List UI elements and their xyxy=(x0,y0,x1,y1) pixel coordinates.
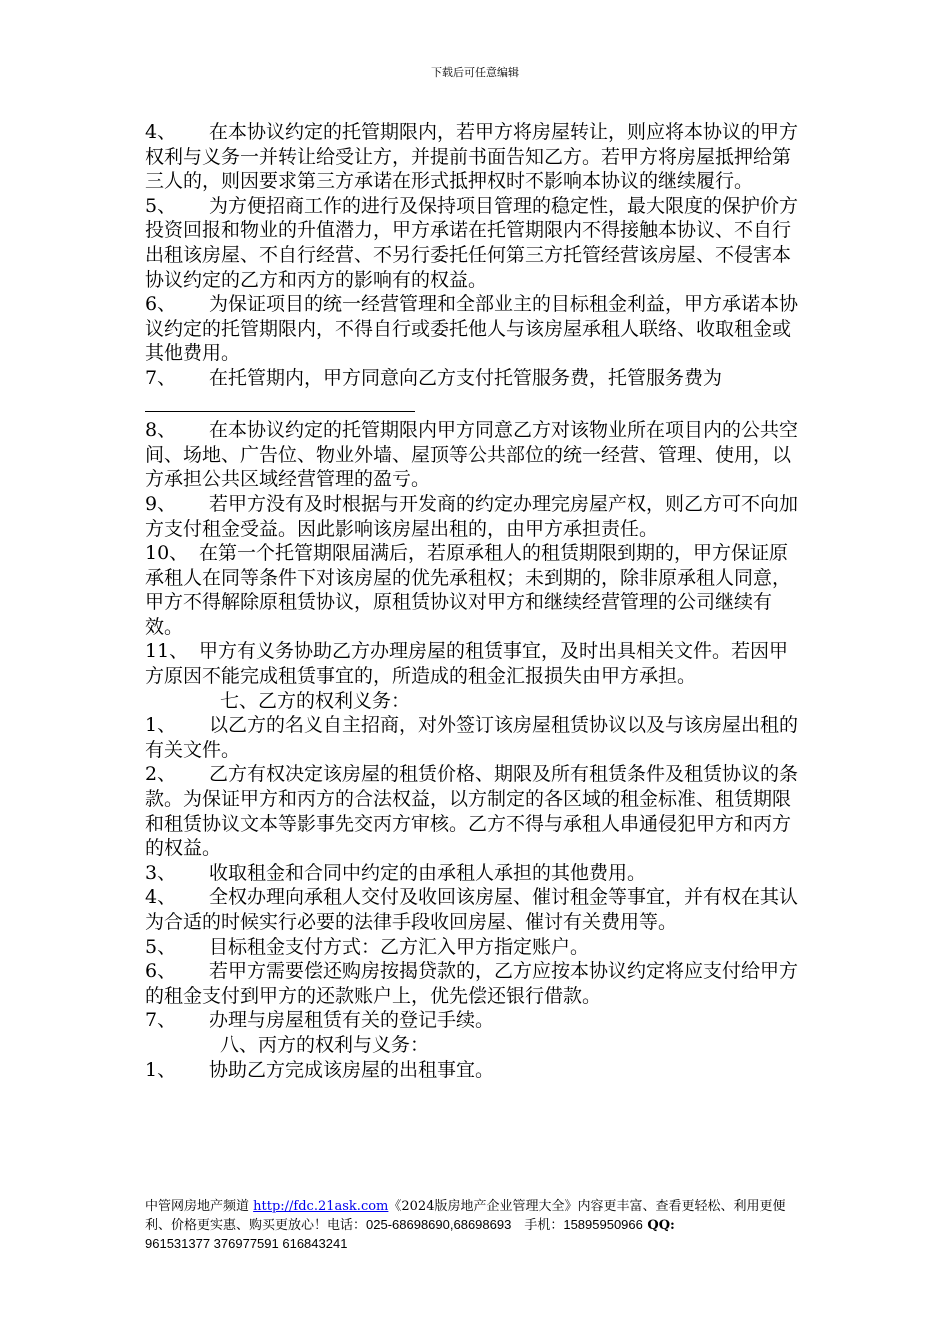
clause-text: 以乙方的名义自主招商，对外签订该房屋租赁协议以及与该房屋出租的有关文件。 xyxy=(145,714,799,761)
clause-number: 8、 xyxy=(145,419,177,442)
document-body xyxy=(145,120,805,1082)
clause-text: 在第一个托管期限届满后，若原承租人的租赁期限到期的，甲方保证原承租人在同等条件下对该房屋的优先承租权；未到期的，除非原承租人同意，甲方不得解除原租赁协议，原租赁协议对甲方和继续经营管理的公司继续有效。 xyxy=(145,542,792,638)
clause-6-6 xyxy=(145,292,805,366)
clause-number: 6、 xyxy=(145,293,177,316)
footer-link[interactable]: http://fdc.21ask.com xyxy=(253,1199,389,1214)
footer-promo: 《2024版房地产企业管理大全》内容更丰富、查看更轻松、利用更便利、价格更实惠、购买更放心！电话： xyxy=(145,1199,786,1233)
page-header: 下载后可任意编辑 xyxy=(431,66,519,79)
fill-in-blank xyxy=(145,391,415,412)
clause-text: 为保证项目的统一经营管理和全部业主的目标租金利益，甲方承诺本协议约定的托管期限内，不得自行或委托他人与该房屋承租人联络、收取租金或其他费用。 xyxy=(145,293,799,365)
clause-6-10 xyxy=(145,541,805,639)
clause-number: 7、 xyxy=(145,1009,177,1032)
clause-number: 7、 xyxy=(145,366,177,389)
clause-7-2 xyxy=(145,762,805,860)
clause-8-1 xyxy=(145,1058,805,1083)
footer-qq: 961531377 376977591 616843241 xyxy=(145,1236,348,1251)
clause-7-6 xyxy=(145,959,805,1008)
footer-qq-label: QQ: xyxy=(642,1218,675,1233)
clause-6-4 xyxy=(145,120,805,194)
clause-6-8 xyxy=(145,418,805,492)
clause-7-1 xyxy=(145,713,805,762)
clause-text: 目标租金支付方式：乙方汇入甲方指定账户。 xyxy=(209,935,590,958)
clause-7-5 xyxy=(145,935,805,960)
clause-number: 5、 xyxy=(145,194,177,217)
page-footer xyxy=(145,1198,810,1254)
clause-number: 3、 xyxy=(145,861,177,884)
footer-phone: 025-68698690,68698693 xyxy=(366,1217,512,1232)
clause-7-3 xyxy=(145,861,805,886)
clause-number: 1、 xyxy=(145,714,177,737)
clause-number: 11、 xyxy=(145,640,189,663)
clause-text: 乙方有权决定该房屋的租赁价格、期限及所有租赁条件及租赁协议的条款。为保证甲方和丙方的合法权益，以方制定的各区域的租金标准、租赁期限和租赁协议文本等影事先交丙方审核。乙方不得与承租人串通侵犯甲方和丙方的权益。 xyxy=(145,763,799,860)
clause-text: 在本协议约定的托管期限内甲方同意乙方对该物业所在项目内的公共空间、场地、广告位、物业外墙、屋顶等公共部位的统一经营、管理、使用，以方承担公共区域经营管理的盈亏。 xyxy=(145,419,799,491)
clause-text: 全权办理向承租人交付及收回该房屋、催讨租金等事宜，并有权在其认为合适的时候实行必要的法律手段收回房屋、催讨有关费用等。 xyxy=(145,886,799,933)
clause-text: 甲方有义务协助乙方办理房屋的租赁事宜，及时出具相关文件。若因甲方原因不能完成租赁事宜的，所造成的租金汇报损失由甲方承担。 xyxy=(145,640,789,688)
section-heading-7: 七、乙方的权利义务： xyxy=(220,689,411,712)
clause-number: 4、 xyxy=(145,121,177,143)
clause-number: 9、 xyxy=(145,492,177,515)
clause-text: 在本协议约定的托管期限内，若甲方将房屋转让，则应将本协议的甲方权利与义务一并转让给受让方，并提前书面告知乙方。若甲方将房屋抵押给第三人的，则因要求第三方承诺在形式抵押权时不影响本协议的继续履行。 xyxy=(145,121,799,193)
clause-number: 6、 xyxy=(145,960,177,983)
clause-7-4 xyxy=(145,885,805,934)
clause-6-9 xyxy=(145,492,805,541)
clause-text: 协助乙方完成该房屋的出租事宜。 xyxy=(209,1058,495,1081)
clause-7-7 xyxy=(145,1008,805,1033)
clause-number: 5、 xyxy=(145,935,177,958)
clause-number: 4、 xyxy=(145,886,177,909)
clause-6-7 xyxy=(145,366,805,418)
clause-text: 收取租金和合同中约定的由承租人承担的其他费用。 xyxy=(209,861,647,884)
section-heading-8: 八、丙方的权利与义务： xyxy=(220,1033,430,1056)
clause-text: 若甲方没有及时根据与开发商的约定办理完房屋产权，则乙方可不向加方支付租金受益。因此影响该房屋出租的，由甲方承担责任。 xyxy=(145,492,799,540)
clause-6-5 xyxy=(145,194,805,292)
clause-text: 为方便招商工作的进行及保持项目管理的稳定性，最大限度的保护价方投资回报和物业的升值潜力，甲方承诺在托管期限内不得接触本协议、不自行出租该房屋、不自行经营、不另行委托任何第三方托管经营该房屋、不侵害本协议约定的乙方和丙方的影响有的权益。 xyxy=(145,194,799,291)
footer-mobile-label: 手机： xyxy=(511,1218,564,1233)
clause-text: 若甲方需要偿还购房按揭贷款的，乙方应按本协议约定将应支付给甲方的租金支付到甲方的还款账户上，优先偿还银行借款。 xyxy=(145,960,799,1007)
clause-text: 在托管期内，甲方同意向乙方支付托管服务费，托管服务费为 xyxy=(209,366,723,389)
footer-prefix: 中管网房地产频道 xyxy=(145,1199,254,1214)
footer-mobile: 15895950966 xyxy=(563,1217,643,1232)
clause-6-11 xyxy=(145,639,805,688)
clause-number: 2、 xyxy=(145,763,177,786)
clause-text: 办理与房屋租赁有关的登记手续。 xyxy=(209,1009,495,1032)
clause-number: 10、 xyxy=(145,542,189,565)
clause-number: 1、 xyxy=(145,1058,177,1081)
